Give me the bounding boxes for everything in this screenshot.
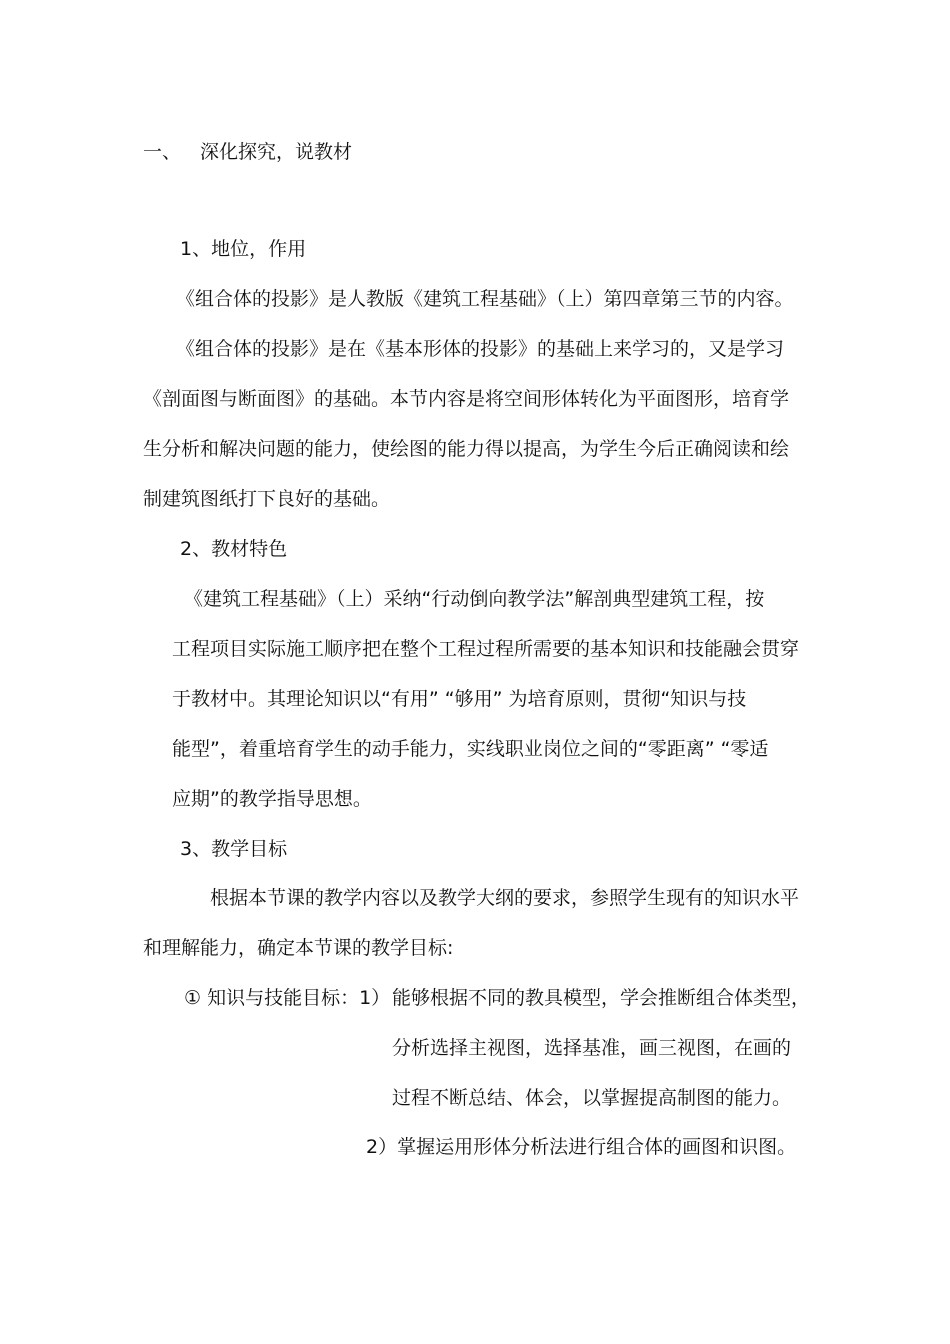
goal-line: 过程不断总结、体会，以掌握提高制图的能力。 (392, 1087, 792, 1109)
paragraph-line: 生分析和解决问题的能力，使绘图的能力得以提高，为学生今后正确阅读和绘 (143, 438, 790, 460)
subsection-heading-features: 2、教材特色 (180, 538, 288, 560)
paragraph-line: 和理解能力，确定本节课的教学目标: (143, 937, 454, 959)
goal-line: 能够根据不同的教具模型，学会推断组合体类型， (392, 987, 811, 1009)
subsection-heading-position: 1、地位，作用 (180, 238, 307, 260)
section-number: 一、 (143, 141, 182, 163)
paragraph-line: 《组合体的投影》是在《基本形体的投影》的基础上来学习的，又是学习 (176, 338, 785, 360)
goal-line: 分析选择主视图，选择基准，画三视图，在画的 (392, 1037, 792, 1059)
paragraph-line: 《建筑工程基础》（上）采纳“行动倒向教学法”解剖典型建筑工程，按 (184, 588, 765, 610)
paragraph-line: 工程项目实际施工顺序把在整个工程过程所需要的基本知识和技能融会贯穿 (172, 638, 800, 660)
paragraph-line: 《组合体的投影》是人教版《建筑工程基础》（上）第四章第三节的内容。 (176, 288, 794, 310)
paragraph-line: 制建筑图纸打下良好的基础。 (143, 488, 391, 510)
paragraph-line: 根据本节课的教学内容以及教学大纲的要求，参照学生现有的知识水平 (210, 887, 800, 909)
paragraph-line: 《剖面图与断面图》的基础。本节内容是将空间形体转化为平面图形，培育学 (143, 388, 790, 410)
subsection-heading-objectives: 3、教学目标 (180, 838, 288, 860)
paragraph-line: 于教材中。其理论知识以“有用” “够用” 为培育原则，贯彻“知识与技 (172, 688, 747, 710)
section-heading: 深化探究，说教材 (200, 141, 353, 163)
goal-line: 2）掌握运用形体分析法进行组合体的画图和识图。 (366, 1136, 797, 1158)
paragraph-line: 应期”的教学指导思想。 (172, 788, 372, 810)
goal-label: ① 知识与技能目标：1） (184, 987, 391, 1009)
paragraph-line: 能型”，着重培育学生的动手能力，实线职业岗位之间的“零距离” “零适 (172, 738, 769, 760)
